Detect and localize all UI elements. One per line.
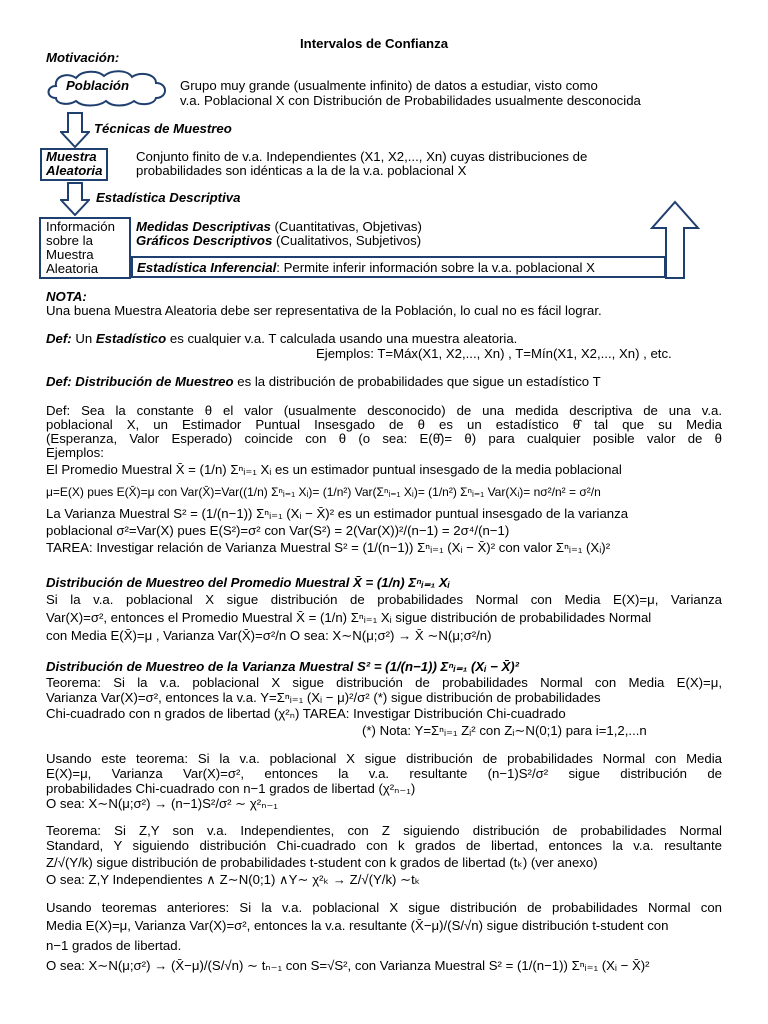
poblacion-label: Población xyxy=(66,78,130,93)
sec3-line: O sea: X∼N(μ;σ²) → (n−1)S²/σ² ∼ χ²ₙ₋₁ xyxy=(46,796,278,811)
graficos-line: Gráficos Descriptivos (Cualitativos, Subjetivos) xyxy=(136,233,422,248)
sec1-heading: Distribución de Muestreo del Promedio Muestral X̄ = (1/n) Σⁿᵢ₌₁ Xᵢ xyxy=(46,575,450,590)
poblacion-line1: Grupo muy grande (usualmente infinito) de datos a estudiar, visto como xyxy=(180,78,598,93)
sec4-line: O sea: Z,Y Independientes ∧ Z∼N(0;1) ∧Y∼ χ²ₖ → Z/√(Y/k) ∼tₖ xyxy=(46,872,421,887)
def3-line: poblacional σ²=Var(X) pues E(S²)=σ² con Var(S²) = 2(Var(X))²/(n−1) = 2σ⁴/(n−1) xyxy=(46,523,510,538)
informacion-line: Aleatoria xyxy=(46,261,99,276)
estadistica-descriptiva-label: Estadística Descriptiva xyxy=(96,190,241,205)
up-bent-arrow-icon xyxy=(640,200,700,280)
sec1-line: Var(X)=σ², entonces el Promedio Muestral X̄ = (1/n) Σⁿᵢ₌₁ Xᵢ sigue distribución de probabilidades Normal xyxy=(46,610,652,625)
def3-line: μ=E(X) pues E(X̄)=μ con Var(X̄)=Var((1/n) Σⁿᵢ₌₁ Xᵢ)= (1/n²) Var(Σⁿᵢ₌₁ Xᵢ)= (1/n²) Σⁿᵢ₌₁ Var(Xᵢ)= nσ²/n² = σ²/n xyxy=(46,485,601,499)
down-arrow-icon xyxy=(60,182,90,216)
sec3-line: E(X)=μ, Varianza Var(X)=σ², entonces la v.a. resultante (n−1)S²/σ² sigue distribución de xyxy=(46,766,722,781)
def3-line: La Varianza Muestral S² = (1/(n−1)) Σⁿᵢ₌₁ (Xᵢ − X̄)² es un estimador puntual insesgado de la varianza xyxy=(46,506,629,521)
informacion-line: Información xyxy=(46,219,115,234)
nota-heading: NOTA: xyxy=(46,289,87,304)
def-estadistico: Def: Un Estadístico es cualquier v.a. T calculada usando una muestra aleatoria. xyxy=(46,331,518,346)
nota-text: Una buena Muestra Aleatoria debe ser representativa de la Población, lo cual no es fácil lograr. xyxy=(46,303,602,318)
def-distribucion-muestreo: Def: Distribución de Muestreo es la distribución de probabilidades que sigue un estadístico T xyxy=(46,374,601,389)
sec5-line: Media E(X)=μ, Varianza Var(X)=σ², entonces la v.a. resultante (X̄−μ)/(S/√n) sigue distribución t-student con xyxy=(46,918,669,933)
sec5-line: Usando teoremas anteriores: Si la v.a. poblacional X sigue distribución de probabilidades Normal con xyxy=(46,900,722,915)
inferencial-line: Estadística Inferencial: Permite inferir información sobre la v.a. poblacional X xyxy=(137,260,595,275)
sec4-line: Standard, Y siguiendo distribución Chi-cuadrado con k grados de libertad, entonces la v.a. resultante xyxy=(46,838,722,853)
sec5-line: O sea: X∼N(μ;σ²) → (X̄−μ)/(S/√n) ∼ tₙ₋₁ con S=√S², con Varianza Muestral S² = (1/(n−1)) Σⁿᵢ₌₁ (Xᵢ − X̄)² xyxy=(46,958,650,973)
def3-line: poblacional X, un Estimador Puntual Insesgado de θ es un estadístico θ̂ tal que su Media xyxy=(46,417,722,432)
sec4-line: Teorema: Si Z,Y son v.a. Independientes, con Z siguiendo distribución de probabilidades Normal xyxy=(46,823,722,838)
sec2-heading: Distribución de Muestreo de la Varianza Muestral S² = (1/(n−1)) Σⁿᵢ₌₁ (Xᵢ − X̄)² xyxy=(46,659,520,674)
def3-tarea: TAREA: Investigar relación de Varianza Muestral S² = (1/(n−1)) Σⁿᵢ₌₁ (Xᵢ − X̄)² con valor Σⁿᵢ₌₁ (Xᵢ)² xyxy=(46,540,611,555)
sec1-line: Si la v.a. poblacional X sigue distribución de probabilidades Normal con Media E(X)=μ, Varianza xyxy=(46,592,722,607)
muestra-label-1: Muestra xyxy=(46,149,97,164)
motivacion-heading: Motivación: xyxy=(46,50,120,65)
tecnicas-label: Técnicas de Muestreo xyxy=(94,121,232,136)
informacion-line: Muestra xyxy=(46,247,94,262)
sec2-note: (*) Nota: Y=Σⁿᵢ₌₁ Zᵢ² con Zᵢ∼N(0;1) para i=1,2,...n xyxy=(362,723,647,738)
def3-line: Def: Sea la constante θ el valor (usualmente desconocido) de una medida descriptiva de una v.a. xyxy=(46,403,722,418)
poblacion-line2: v.a. Poblacional X con Distribución de Probabilidades usualmente desconocida xyxy=(180,93,641,108)
muestra-line2: probabilidades son idénticas a la de la v.a. poblacional X xyxy=(136,163,467,178)
sec3-line: probabilidades Chi-cuadrado con n−1 grados de libertad (χ²ₙ₋₁) xyxy=(46,781,416,796)
informacion-line: sobre la xyxy=(46,233,93,248)
def3-line: (Esperanza, Valor Esperado) coincide con θ (o sea: E(θ̂)= θ) para cualquier posible valor de θ xyxy=(46,431,722,446)
def3-line: Ejemplos: xyxy=(46,445,104,460)
def3-line: El Promedio Muestral X̄ = (1/n) Σⁿᵢ₌₁ Xᵢ es un estimador puntual insesgado de la media poblacional xyxy=(46,462,622,477)
page-title: Intervalos de Confianza xyxy=(300,36,449,51)
def-estadistico-ejemplos: Ejemplos: T=Máx(X1, X2,..., Xn) , T=Mín(X1, X2,..., Xn) , etc. xyxy=(316,346,672,361)
sec4-line: Z/√(Y/k) sigue distribución de probabilidades t-student con k grados de libertad (tₖ) (ver anexo) xyxy=(46,855,598,870)
sec2-line: Teorema: Si la v.a. poblacional X sigue distribución de probabilidades Normal con Media E(X)=μ, xyxy=(46,675,722,690)
down-arrow-icon xyxy=(60,112,90,148)
sec5-line: n−1 grados de libertad. xyxy=(46,938,182,953)
medidas-line: Medidas Descriptivas (Cuantitativas, Objetivas) xyxy=(136,219,422,234)
sec3-line: Usando este teorema: Si la v.a. poblacional X sigue distribución de probabilidades Normal con Media xyxy=(46,751,722,766)
sec2-line: Varianza Var(X)=σ², entonces la v.a. Y=Σⁿᵢ₌₁ (Xᵢ − μ)²/σ² (*) sigue distribución de probabilidades xyxy=(46,690,601,705)
muestra-label-2: Aleatoria xyxy=(46,163,103,178)
muestra-line1: Conjunto finito de v.a. Independientes (X1, X2,..., Xn) cuyas distribuciones de xyxy=(136,149,588,164)
sec2-line: Chi-cuadrado con n grados de libertad (χ²ₙ) TAREA: Investigar Distribución Chi-cuadrado xyxy=(46,706,566,721)
sec1-line: con Media E(X̄)=μ , Varianza Var(X̄)=σ²/n O sea: X∼N(μ;σ²) → X̄ ∼N(μ;σ²/n) xyxy=(46,628,492,643)
